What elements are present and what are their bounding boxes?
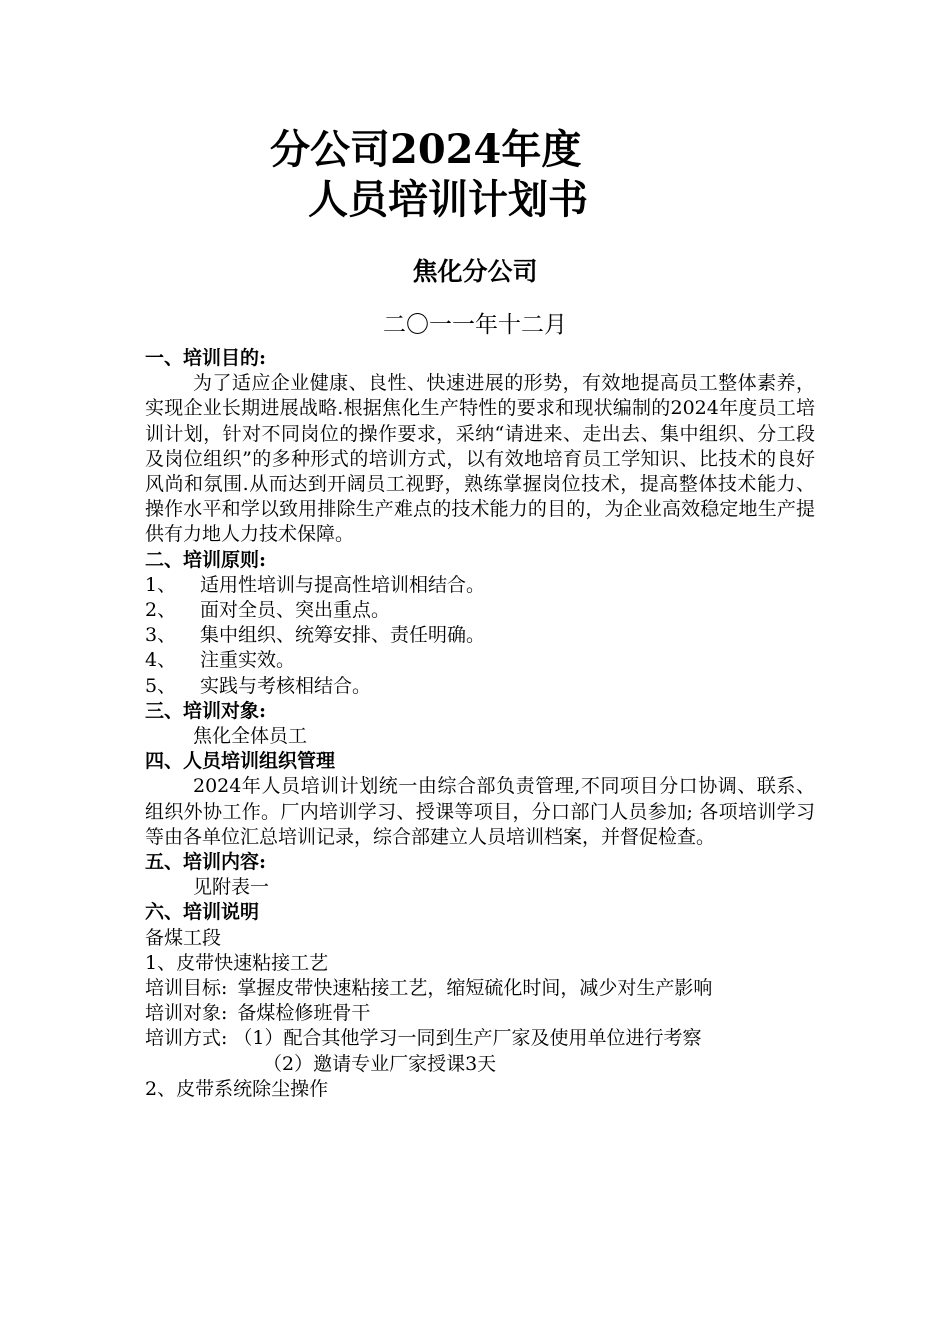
purpose-paragraph: 为了适应企业健康、良性、快速进展的形势，有效地提高员工整体素养，实现企业长期进展战略.根据焦化生产特性的要求和现状编制的2024年度员工培训计划，针对不同岗位的操作要求，采纳“请进来、走出去、集中组织、分工段及岗位组织”的多种形式的培训方式，以有效地培育员工学知识、比技术的良好风尚和氛围.从而达到开阔员工视野，熟练掌握岗位技术，提高整体技术能力、操作水平和学以致用排除生产难点的技术能力的目的，为企业高效稳定地生产提供有力地人力技术保障。 <box>145 372 815 546</box>
workshop-name: 备煤工段 <box>145 926 222 949</box>
list-item-number: 3、 <box>145 624 177 647</box>
company-name: 焦化分公司 <box>412 257 538 286</box>
list-item <box>145 598 815 623</box>
list-item-number: 2、 <box>145 599 177 622</box>
document-date: 二〇一一年十二月 <box>383 312 567 338</box>
list-item-text: 面对全员、突出重点。 <box>200 599 391 622</box>
list-item <box>145 648 815 673</box>
document-title-line1: 分公司2024年度 <box>270 126 582 173</box>
training-target <box>145 1001 815 1026</box>
section-heading-principles: 二、培训原则: <box>145 548 267 571</box>
content-text: 见附表一 <box>193 876 270 899</box>
management-paragraph: 2024年人员培训计划统一由综合部负责管理,不同项目分口协调、联系、组织外协工作。厂内培训学习、授课等项目，分口部门人员参加; 各项培训学习等由各单位汇总培训记录，综合部建立人员培训档案，并督促检查。 <box>145 775 815 848</box>
training-method-label: 培训方式: <box>145 1027 228 1050</box>
training-goal <box>145 976 815 1001</box>
list-item <box>145 674 815 699</box>
list-item-text: 注重实效。 <box>200 649 296 672</box>
section-heading-management: 四、人员培训组织管理 <box>145 750 336 773</box>
training-goal-text: 掌握皮带快速粘接工艺，缩短硫化时间，减少对生产影响 <box>237 977 713 1000</box>
section-heading-audience: 三、培训对象: <box>145 699 267 722</box>
list-item <box>145 623 815 648</box>
section-heading-purpose: 一、培训目的: <box>145 347 267 369</box>
document-title-line2: 人员培训计划书 <box>308 176 588 223</box>
training-goal-label: 培训目标: <box>145 977 228 1000</box>
training-item-title: 2、皮带系统除尘操作 <box>145 1077 329 1100</box>
training-method <box>145 1026 815 1051</box>
list-item-text: 集中组织、统筹安排、责任明确。 <box>200 624 486 647</box>
list-item <box>145 573 815 598</box>
section-heading-content: 五、培训内容: <box>145 851 267 874</box>
training-method-text: （2）邀请专业厂家授课3天 <box>263 1052 497 1075</box>
list-item-number: 5、 <box>145 674 177 697</box>
list-item-text: 适用性培训与提高性培训相结合。 <box>200 573 486 596</box>
audience-text: 焦化全体员工 <box>193 725 308 748</box>
training-target-label: 培训对象: <box>145 1002 228 1025</box>
list-item-number: 4、 <box>145 649 177 672</box>
section-heading-notes: 六、培训说明 <box>145 901 260 924</box>
list-item-text: 实践与考核相结合。 <box>200 674 372 697</box>
training-method-text: （1）配合其他学习一同到生产厂家及使用单位进行考察 <box>233 1027 702 1050</box>
training-item-title: 1、皮带快速粘接工艺 <box>145 951 329 974</box>
training-target-text: 备煤检修班骨干 <box>237 1002 371 1025</box>
list-item-number: 1、 <box>145 573 177 596</box>
document-body <box>145 346 815 1102</box>
